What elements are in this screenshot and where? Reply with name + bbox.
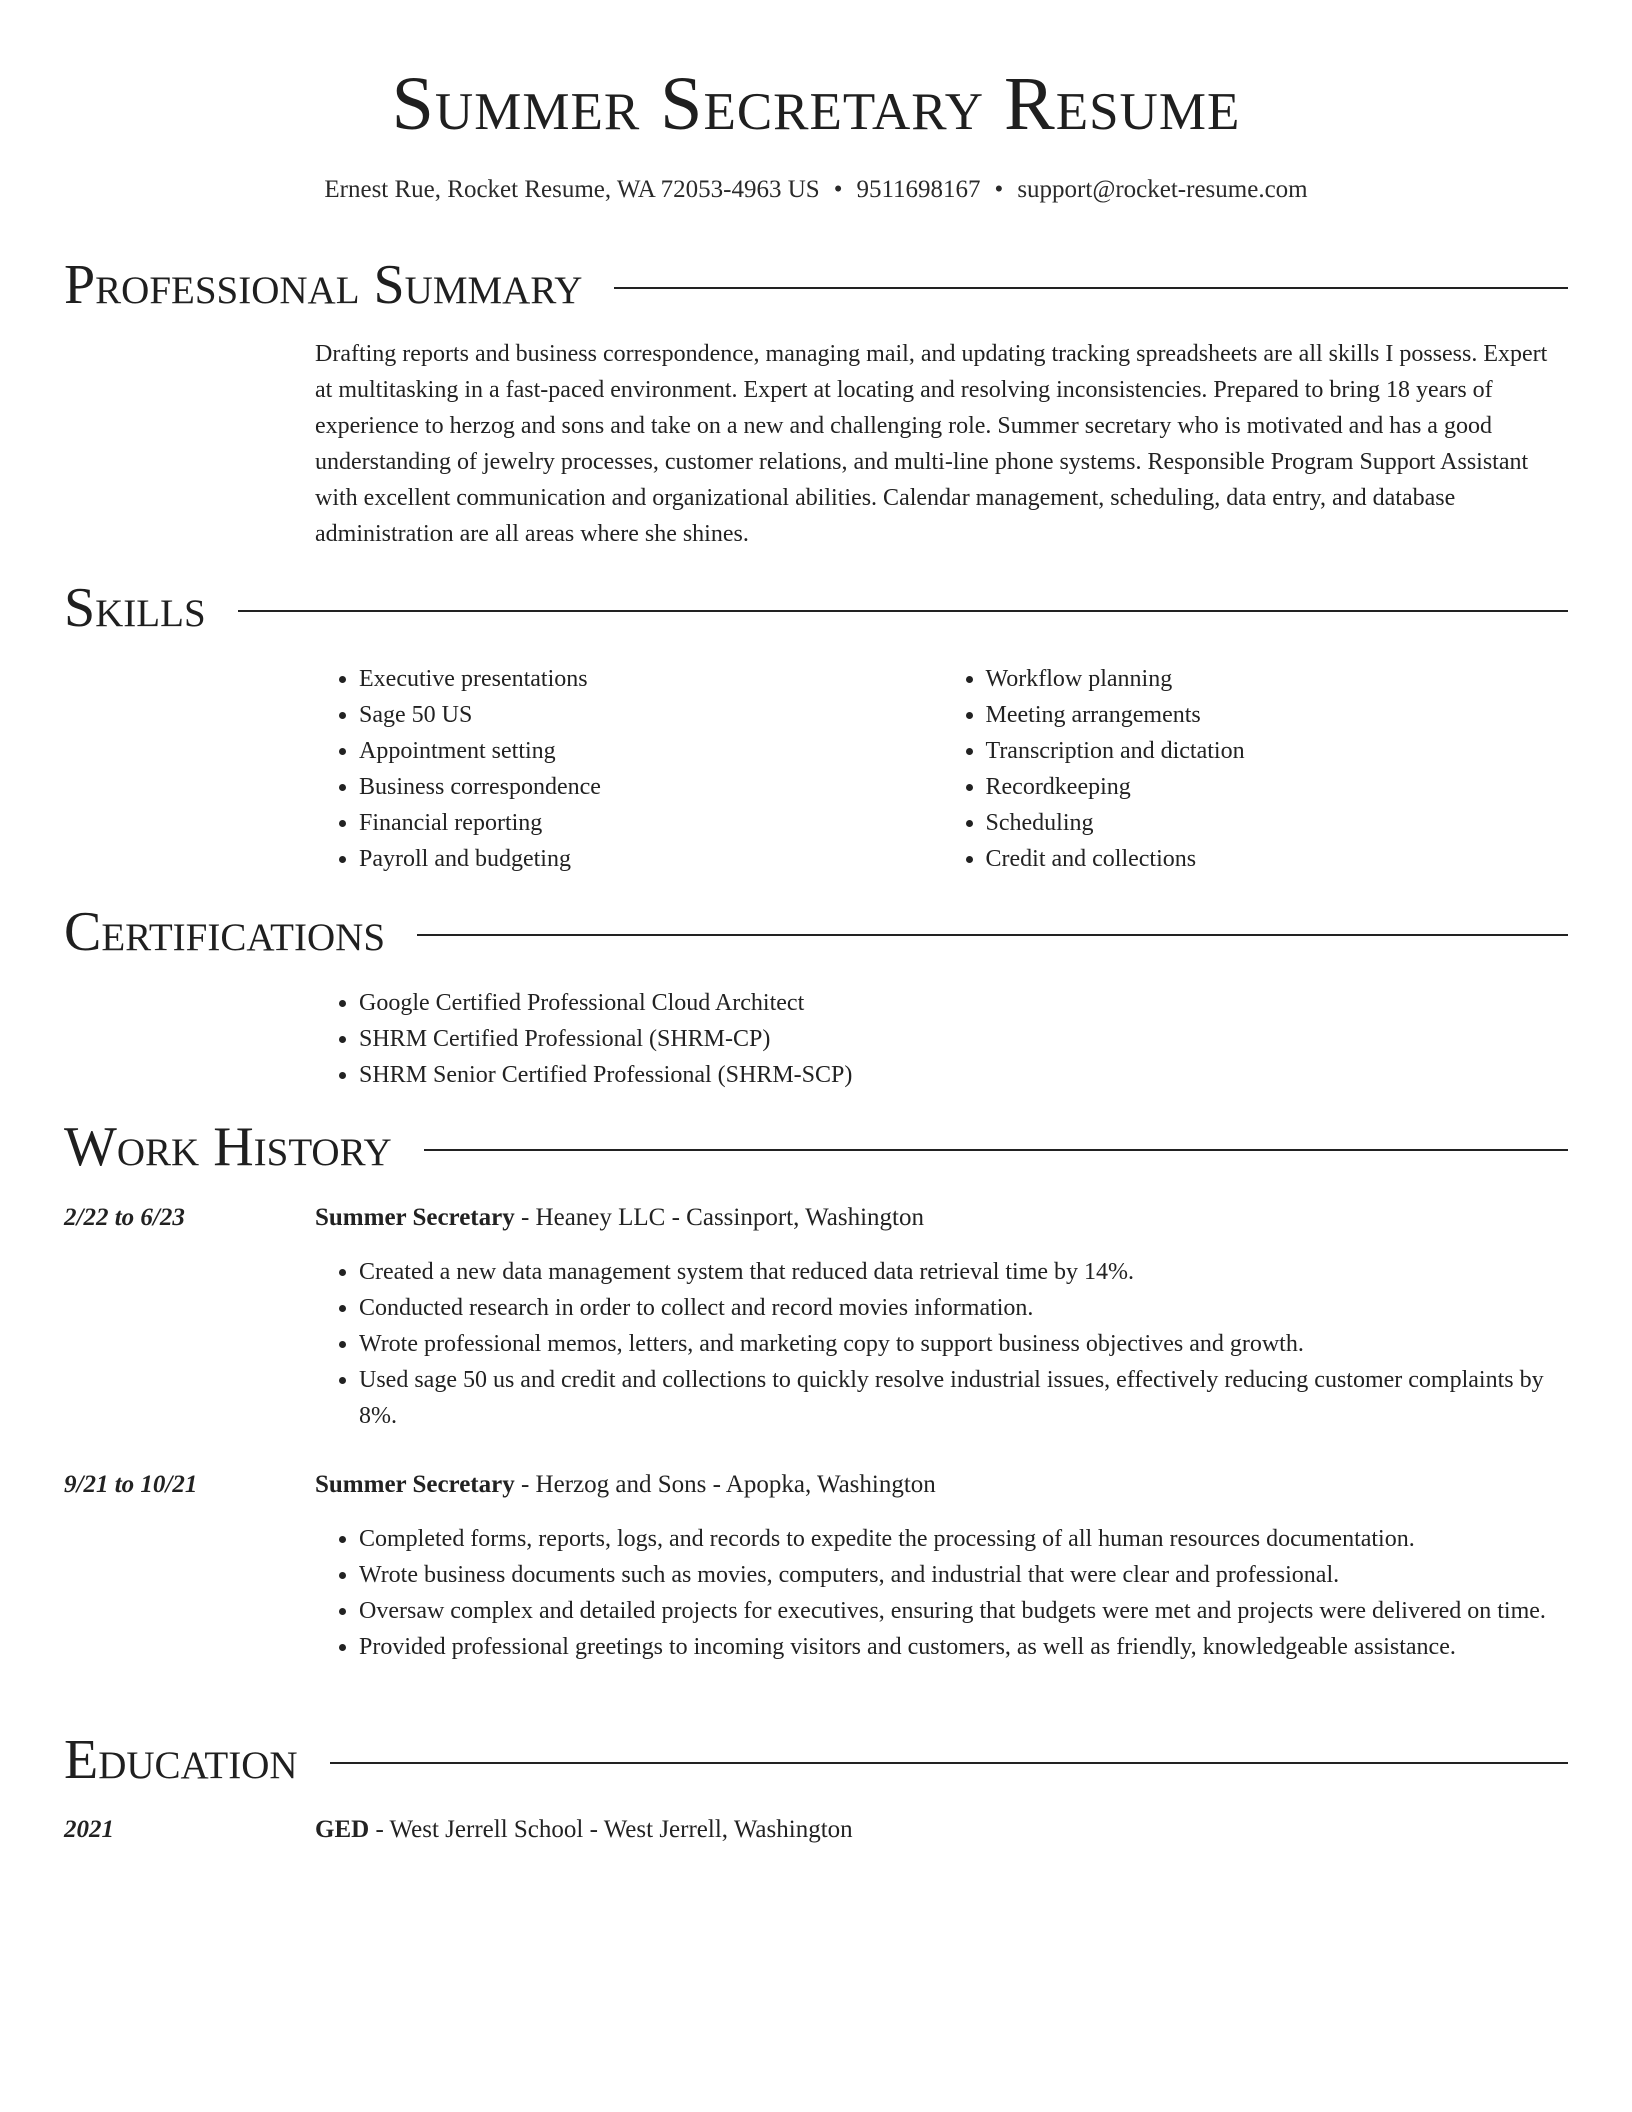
job-bullets (315, 1521, 1568, 1665)
job-employer-location: - Heaney LLC - Cassinport, Washington (514, 1204, 924, 1231)
contact-email[interactable]: support@rocket-resume.com (1017, 176, 1308, 203)
education-year: 2021 (64, 1816, 114, 1843)
skills-section-header (64, 573, 1568, 643)
skill-item: • Recordkeeping (986, 769, 1569, 805)
job-header (315, 1200, 1568, 1236)
skill-item: • Appointment setting (359, 733, 942, 769)
certifications-list (315, 985, 1568, 1093)
skills-list-right (942, 661, 1569, 877)
job-bullet: • Provided professional greetings to incoming visitors and customers, as well as friendly, knowledgeable assistance. (359, 1629, 1568, 1665)
section-divider (238, 610, 1568, 612)
job-header (315, 1467, 1568, 1503)
job-bullet: • Completed forms, reports, logs, and records to expedite the processing of all human resources documentation. (359, 1521, 1568, 1557)
certification-item: • SHRM Senior Certified Professional (SHRM-SCP) (359, 1057, 1568, 1093)
skill-item: • Payroll and budgeting (359, 841, 942, 877)
job-dates: 9/21 to 10/21 (64, 1471, 198, 1498)
skill-item: • Workflow planning (986, 661, 1569, 697)
contact-separator: • (833, 176, 843, 203)
job-body (315, 1521, 1568, 1665)
summary-body (315, 336, 1568, 552)
certifications-body (315, 985, 1568, 1093)
job-bullet: • Wrote professional memos, letters, and marketing copy to support business objectives and growth. (359, 1326, 1568, 1362)
work-section-header (64, 1112, 1568, 1182)
section-divider (417, 934, 1568, 936)
skills-list-left (315, 661, 942, 877)
summary-heading: Professional Summary (64, 254, 583, 316)
contact-address: Ernest Rue, Rocket Resume, WA 72053-4963 US (324, 176, 820, 203)
contact-line (0, 172, 1632, 208)
skills-heading: Skills (64, 577, 206, 639)
job-bullet: • Conducted research in order to collect and record movies information. (359, 1290, 1568, 1326)
education-school-location: - West Jerrell School - West Jerrell, Washington (369, 1816, 853, 1843)
contact-phone: 9511698167 (856, 176, 981, 203)
job-bullet: • Wrote business documents such as movies, computers, and industrial that were clear and professional. (359, 1557, 1568, 1593)
summary-text: Drafting reports and business correspondence, managing mail, and updating tracking spreadsheets are all skills I possess. Expert at multitasking in a fast-paced environment. Expert at locating and resolving inconsistencies. Prepared to bring 18 years of experience to herzog and sons and take on a new and challenging role. Summer secretary who is motivated and has a good understanding of jewelry processes, customer relations, and multi-line phone systems. Responsible Program Support Assistant with excellent communication and organizational abilities. Calendar management, scheduling, data entry, and database administration are all areas where she shines. (315, 341, 1548, 547)
certifications-section-header (64, 897, 1568, 967)
skill-item: • Credit and collections (986, 841, 1569, 877)
section-divider (424, 1149, 1568, 1151)
job-bullet: • Created a new data management system that reduced data retrieval time by 14%. (359, 1254, 1568, 1290)
job-bullets (315, 1254, 1568, 1434)
skill-item: • Scheduling (986, 805, 1569, 841)
job-bullet: • Oversaw complex and detailed projects for executives, ensuring that budgets were met and projects were delivered on time. (359, 1593, 1568, 1629)
skill-item: • Executive presentations (359, 661, 942, 697)
contact-separator: • (994, 176, 1004, 203)
skill-item: • Transcription and dictation (986, 733, 1569, 769)
section-divider (614, 287, 1568, 289)
skill-item: • Meeting arrangements (986, 697, 1569, 733)
job-title: Summer Secretary (315, 1204, 515, 1231)
education-degree: GED (315, 1816, 370, 1843)
certifications-heading: Certifications (64, 901, 386, 963)
job-bullet: • Used sage 50 us and credit and collections to quickly resolve industrial issues, effectively reducing customer complaints by 8%. (359, 1362, 1568, 1434)
education-section-header (64, 1725, 1568, 1795)
skills-body (315, 661, 1568, 877)
job-employer-location: - Herzog and Sons - Apopka, Washington (514, 1471, 936, 1498)
certification-item: • Google Certified Professional Cloud Architect (359, 985, 1568, 1021)
work-heading: Work History (64, 1116, 392, 1178)
summary-section-header (64, 250, 1568, 320)
skill-item: • Business correspondence (359, 769, 942, 805)
resume-title: Summer Secretary Resume (391, 62, 1241, 146)
education-heading: Education (64, 1729, 298, 1791)
skills-columns (315, 661, 1568, 877)
skill-item: • Financial reporting (359, 805, 942, 841)
certification-item: • SHRM Certified Professional (SHRM-CP) (359, 1021, 1568, 1057)
education-line (315, 1812, 1568, 1848)
skill-item: • Sage 50 US (359, 697, 942, 733)
job-dates: 2/22 to 6/23 (64, 1204, 185, 1231)
section-divider (330, 1762, 1568, 1764)
job-body (315, 1254, 1568, 1434)
job-title: Summer Secretary (315, 1471, 515, 1498)
